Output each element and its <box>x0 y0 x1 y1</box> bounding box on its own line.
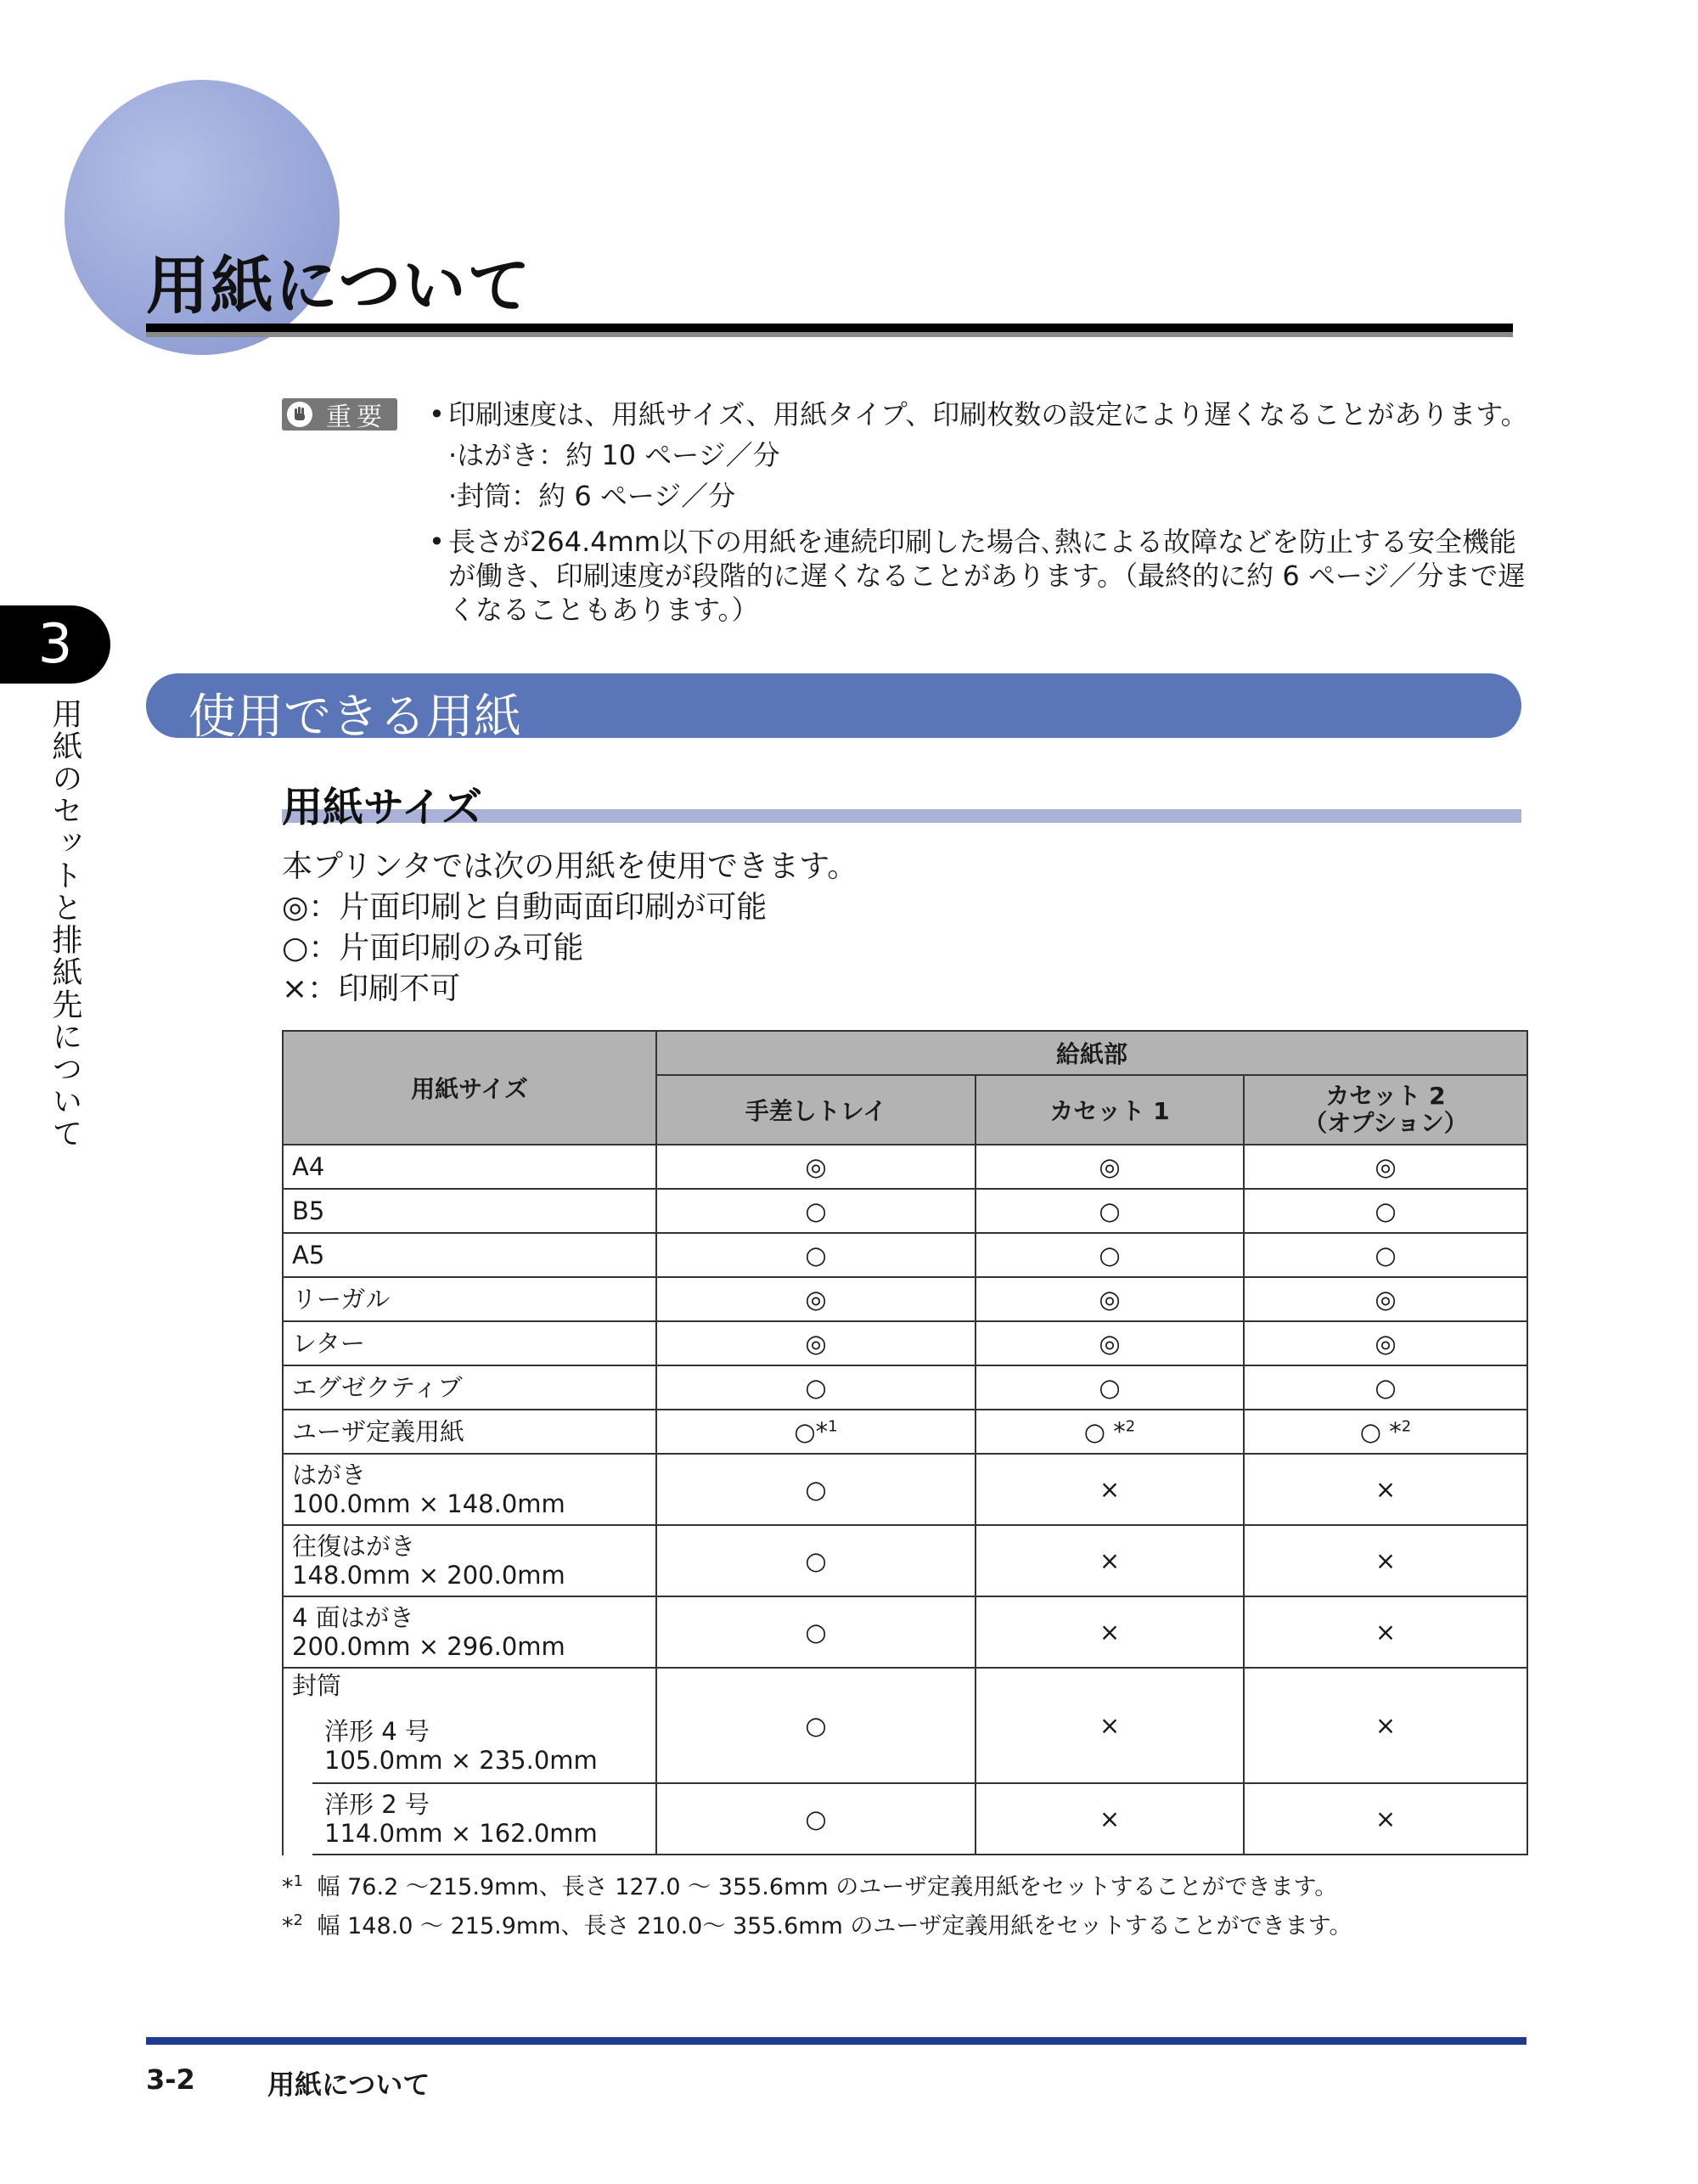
chapter-title-vertical: 用紙のセットと排紙先について <box>48 698 82 1150</box>
cell-tray: ○ <box>656 1189 976 1233</box>
row-size-dimensions: 148.0mm × 200.0mm <box>292 1561 565 1590</box>
footnote-number: 2 <box>293 1911 303 1929</box>
cell-cassette-1: ○ <box>976 1365 1244 1410</box>
important-note-6: くなることもあります。） <box>448 594 759 626</box>
footnote-ref: 2 <box>1125 1417 1136 1436</box>
footnote-ref: 2 <box>1401 1417 1412 1436</box>
cell-cassette-1: × <box>976 1783 1244 1855</box>
table-row <box>283 1454 1527 1525</box>
row-size: A5 <box>283 1233 656 1277</box>
cell-cassette-2: ◎ <box>1244 1145 1527 1189</box>
table-row <box>283 1277 1527 1321</box>
footnote-number: 1 <box>293 1872 303 1890</box>
bullet: • <box>429 526 445 558</box>
row-size-dimensions: 100.0mm × 148.0mm <box>292 1489 565 1518</box>
row-size-envelope <box>283 1668 656 1783</box>
table-row <box>283 1783 1527 1855</box>
footnote-1 <box>282 1868 1337 1901</box>
row-size: レター <box>283 1321 656 1365</box>
row-size <box>283 1596 656 1668</box>
footer-rule <box>146 2037 1527 2045</box>
intro-line: 本プリンタでは次の用紙を使用できます。 <box>282 849 858 884</box>
cell-cassette-2: ◎ <box>1244 1277 1527 1321</box>
cell-cassette-1: × <box>976 1668 1244 1783</box>
table-row-envelope <box>283 1668 1527 1783</box>
cell-cassette-2: ○ <box>1244 1233 1527 1277</box>
row-size-dimensions: 105.0mm × 235.0mm <box>324 1746 598 1775</box>
page-title: 用紙について <box>146 250 532 323</box>
cell-cassette-2 <box>1244 1410 1527 1454</box>
cell-cassette-1-mark: ○ * <box>1083 1417 1126 1446</box>
cell-tray: ○ <box>656 1365 976 1410</box>
cell-cassette-2: ○ <box>1244 1189 1527 1233</box>
cell-cassette-2: × <box>1244 1783 1527 1855</box>
section-title: 使用できる用紙 <box>188 690 521 745</box>
paper-size-table <box>282 1030 1528 1855</box>
footnote-mark: * <box>282 1913 294 1939</box>
row-size <box>283 1783 656 1855</box>
cell-tray: ◎ <box>656 1145 976 1189</box>
cell-cassette-1: ◎ <box>976 1277 1244 1321</box>
row-size: リーガル <box>283 1277 656 1321</box>
cell-cassette-1: × <box>976 1454 1244 1525</box>
cell-cassette-1: × <box>976 1596 1244 1668</box>
cell-cassette-1: ○ <box>976 1189 1244 1233</box>
header-paper-size: 用紙サイズ <box>283 1031 656 1145</box>
important-label: 重要 <box>326 402 387 432</box>
row-size-name: 洋形 2 号 <box>324 1790 430 1819</box>
footnote-2 <box>282 1907 1352 1940</box>
row-size-name: 4 面はがき <box>292 1603 414 1632</box>
header-cassette-2-option: （オプション） <box>1303 1109 1468 1137</box>
important-note-2: ·はがき：約 10 ページ／分 <box>448 439 780 471</box>
row-size-dimensions: 114.0mm × 162.0mm <box>324 1819 598 1848</box>
table-row <box>283 1321 1527 1365</box>
bullet: • <box>429 398 445 431</box>
cell-tray: ○ <box>656 1454 976 1525</box>
important-note-3: ·封筒：約 6 ページ／分 <box>448 480 736 512</box>
envelope-indent-mask <box>282 1782 312 1855</box>
hand-stop-icon <box>287 402 312 427</box>
footnote-text: 幅 76.2 ～215.9mm、長さ 127.0 ～ 355.6mm のユーザ定義用紙をセットすることができます。 <box>317 1874 1338 1900</box>
row-size-dimensions: 200.0mm × 296.0mm <box>292 1632 565 1661</box>
cell-tray-mark: ○* <box>794 1417 829 1446</box>
table-row <box>283 1145 1527 1189</box>
table-row <box>283 1365 1527 1410</box>
intro-legend-circle: ○：片面印刷のみ可能 <box>282 931 584 965</box>
table-row <box>283 1596 1527 1668</box>
cell-cassette-2-mark: ○ * <box>1359 1417 1402 1446</box>
cell-cassette-1: × <box>976 1525 1244 1596</box>
footer-page-number: 3-2 <box>146 2063 195 2096</box>
row-size: A4 <box>283 1145 656 1189</box>
row-size-name: 往復はがき <box>292 1532 416 1561</box>
row-size: ユーザ定義用紙 <box>283 1410 656 1454</box>
table-row <box>283 1189 1527 1233</box>
cell-cassette-1: ○ <box>976 1233 1244 1277</box>
envelope-sub-2 <box>284 1790 655 1848</box>
cell-tray: ◎ <box>656 1277 976 1321</box>
footnote-ref: 1 <box>828 1417 838 1436</box>
envelope-label: 封筒 <box>292 1671 342 1700</box>
envelope-sub-1 <box>284 1717 655 1775</box>
row-size <box>283 1525 656 1596</box>
cell-tray: ○ <box>656 1525 976 1596</box>
footnote-mark: * <box>282 1874 294 1900</box>
cell-tray <box>656 1410 976 1454</box>
table-row <box>283 1525 1527 1596</box>
chapter-number: 3 <box>37 613 73 676</box>
cell-cassette-2: × <box>1244 1525 1527 1596</box>
cell-cassette-1: ◎ <box>976 1145 1244 1189</box>
row-size-name: はがき <box>292 1461 367 1489</box>
intro-legend-double-circle: ◎：片面印刷と自動両面印刷が可能 <box>282 890 767 925</box>
important-badge <box>282 398 397 431</box>
subsection-title: 用紙サイズ <box>282 784 483 831</box>
cell-cassette-2: ◎ <box>1244 1321 1527 1365</box>
row-size-name: 洋形 4 号 <box>324 1717 430 1746</box>
table-row <box>283 1233 1527 1277</box>
cell-tray: ○ <box>656 1596 976 1668</box>
important-note-4: 長さが264.4mm以下の用紙を連続印刷した場合､熱による故障などを防止する安全機能 <box>448 526 1516 558</box>
cell-tray: ○ <box>656 1783 976 1855</box>
cell-cassette-1 <box>976 1410 1244 1454</box>
header-feed-source: 給紙部 <box>656 1031 1527 1075</box>
cell-tray: ○ <box>656 1233 976 1277</box>
cell-cassette-2: × <box>1244 1454 1527 1525</box>
cell-cassette-2: × <box>1244 1596 1527 1668</box>
row-size <box>283 1454 656 1525</box>
header-cassette-2 <box>1244 1075 1527 1145</box>
cell-tray: ◎ <box>656 1321 976 1365</box>
important-note-1: 印刷速度は、用紙サイズ、用紙タイプ、印刷枚数の設定により遅くなることがあります。 <box>448 398 1528 431</box>
cell-cassette-2: × <box>1244 1668 1527 1783</box>
important-note-5: が働き、印刷速度が段階的に遅くなることがあります。（最終的に約 6 ページ／分まで遅 <box>448 560 1526 592</box>
intro-legend-cross: ×：印刷不可 <box>282 971 461 1006</box>
row-size: エグゼクティブ <box>283 1365 656 1410</box>
footnote-text: 幅 148.0 ～ 215.9mm、長さ 210.0～ 355.6mm のユーザ定義用紙をセットすることができます。 <box>317 1913 1352 1939</box>
footer-title: 用紙について <box>267 2069 430 2101</box>
header-cassette-2-label: カセット 2 <box>1325 1082 1446 1110</box>
cell-cassette-1: ◎ <box>976 1321 1244 1365</box>
cell-cassette-2: ○ <box>1244 1365 1527 1410</box>
title-rule <box>146 324 1513 332</box>
table-row <box>283 1410 1527 1454</box>
header-cassette-1: カセット 1 <box>976 1075 1244 1145</box>
title-rule-shadow <box>146 332 1513 337</box>
row-size: B5 <box>283 1189 656 1233</box>
header-manual-tray: 手差しトレイ <box>656 1075 976 1145</box>
cell-tray: ○ <box>656 1668 976 1783</box>
